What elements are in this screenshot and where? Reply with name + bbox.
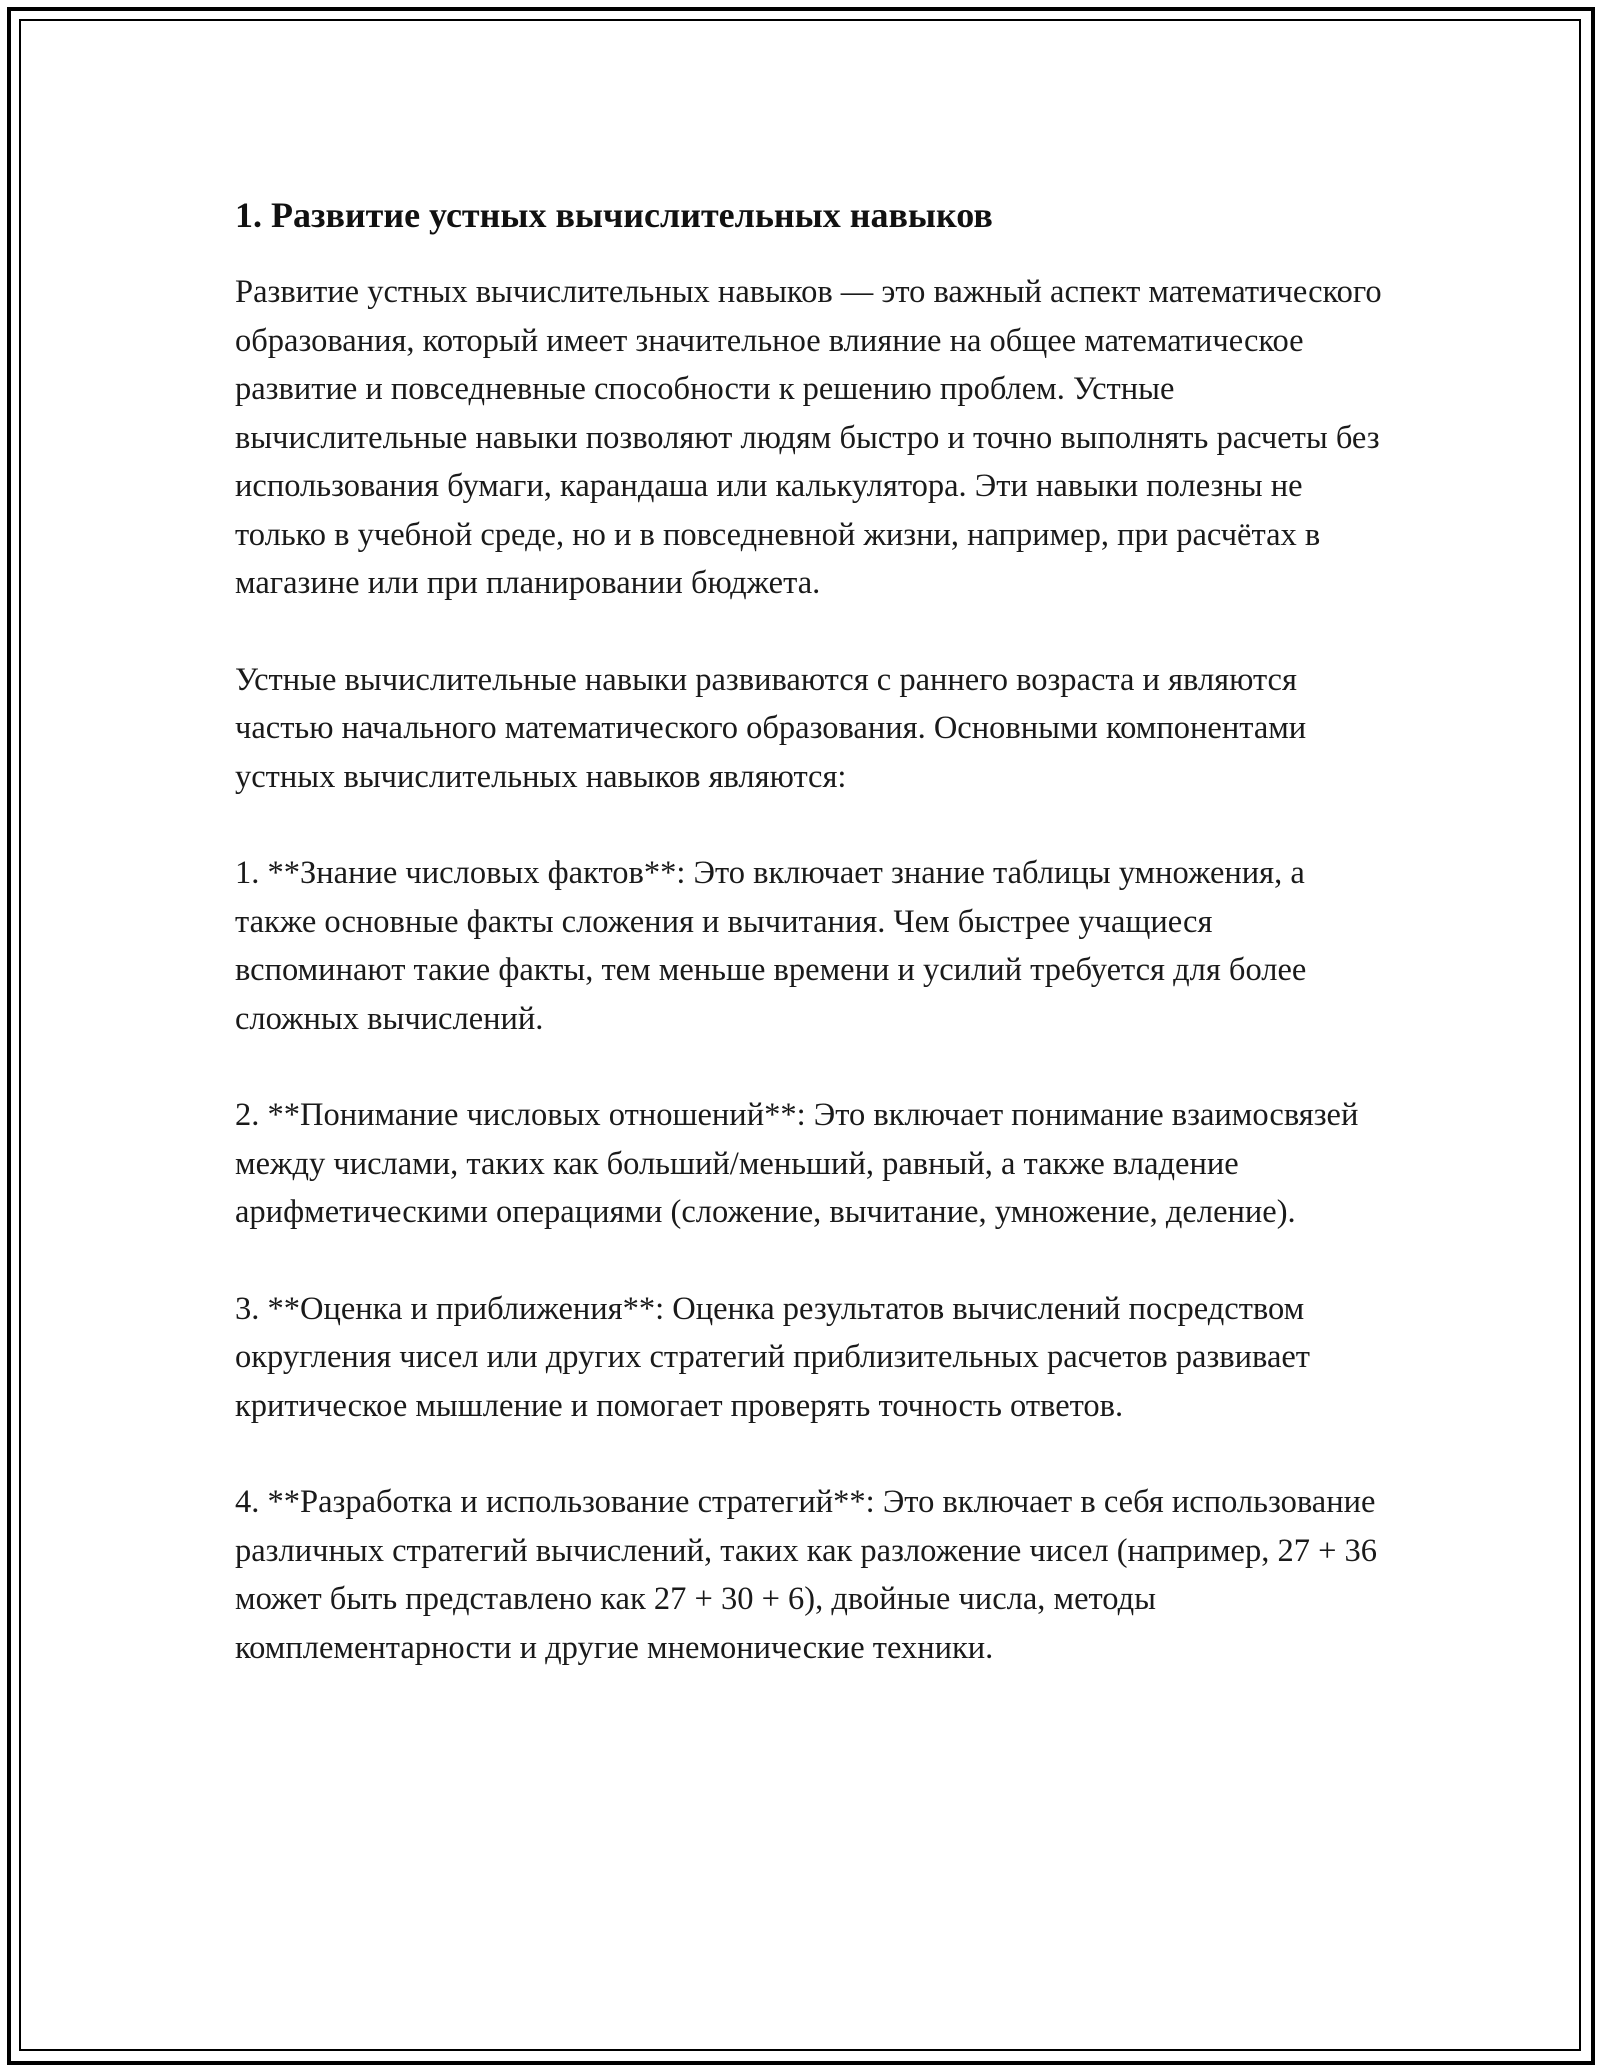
list-item-number-facts: 1. **Знание числовых фактов**: Это включает знание таблицы умножения, а также основные факты сложения и вычитания. Чем быстрее учащиеся вспоминают такие факты, тем меньше времени и усилий требуется для более сложных вычислений.	[235, 855, 1307, 1037]
list-item-number-relations: 2. **Понимание числовых отношений**: Это включает понимание взаимосвязей между числами, таких как больший/меньший, равный, а также владение арифметическими операциями (сложение, вычитание, умножение, деление).	[235, 1097, 1359, 1230]
document-body	[235, 184, 1385, 1720]
list-item-strategies: 4. **Разработка и использование стратегий**: Это включает в себя использование различных стратегий вычислений, таких как разложение чисел (например, 27 + 36 может быть представлено как 27 + 30 + 6), двойные числа, методы комплементарности и другие мнемонические техники.	[235, 1484, 1378, 1666]
components-intro-paragraph: Устные вычислительные навыки развиваются с раннего возраста и являются частью начального математического образования. Основными компонентами устных вычислительных навыков являются:	[235, 661, 1307, 795]
section-heading: 1. Развитие устных вычислительных навыков	[235, 195, 993, 235]
list-item-estimation: 3. **Оценка и приближения**: Оценка результатов вычислений посредством округления чисел или других стратегий приблизительных расчетов развивает критическое мышление и помогает проверять точность ответов.	[235, 1290, 1310, 1424]
intro-paragraph: Развитие устных вычислительных навыков — это важный аспект математического образования, который имеет значительное влияние на общее математическое развитие и повседневные способности к решению проблем. Устные вычислительные навыки позволяют людям быстро и точно выполнять расчеты без использования бумаги, карандаша или калькулятора. Эти навыки полезны не только в учебной среде, но и в повседневной жизни, например, при расчётах в магазине или при планировании бюджета.	[235, 274, 1382, 601]
